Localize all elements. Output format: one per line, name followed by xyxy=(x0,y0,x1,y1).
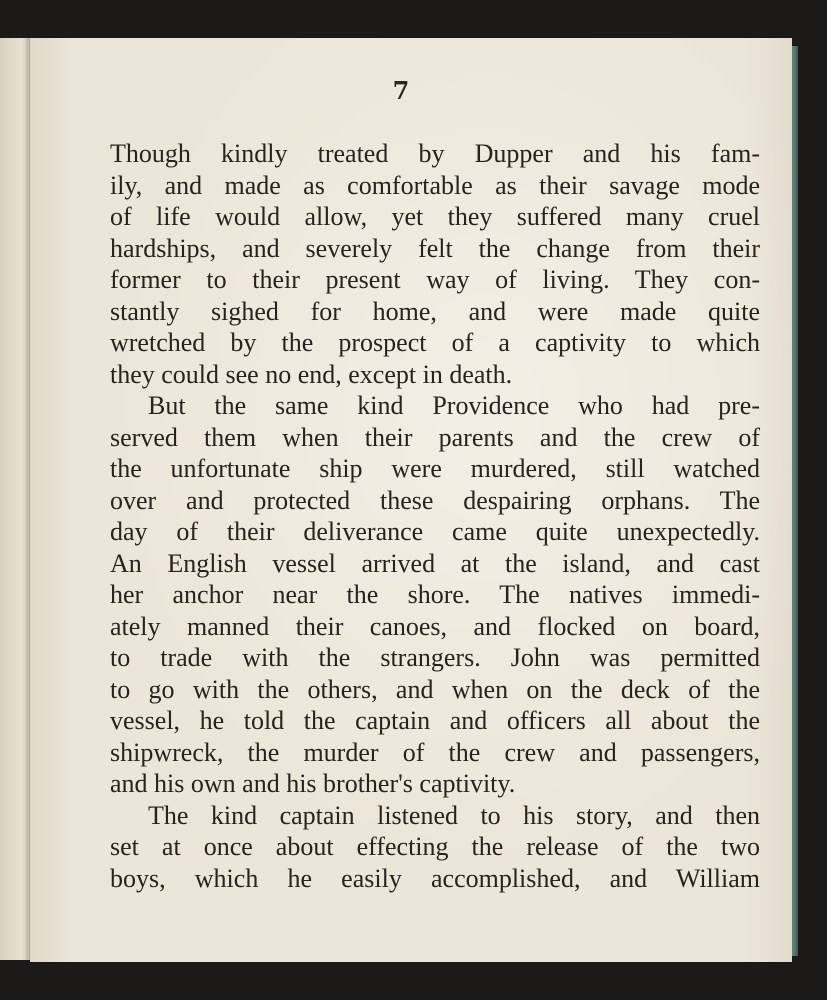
text-line: and his own and his brother's captivity. xyxy=(110,769,516,798)
text-line: The kind captain listened to his story, and then xyxy=(148,800,760,830)
book-page xyxy=(30,38,792,962)
text-line: set at once about effecting the release of the two xyxy=(110,832,760,861)
text-line: they could see no end, except in death. xyxy=(110,359,513,389)
text-line: wretched by the prospect of a captivity to which xyxy=(110,328,760,357)
text-line: stantly sighed for home, and were made quite xyxy=(110,296,760,326)
text-line: the unfortunate ship were murdered, still watched xyxy=(110,454,760,483)
text-line: day of their deliverance came quite unexpectedly. xyxy=(110,517,760,546)
text-line: her anchor near the shore. The natives immedi- xyxy=(110,580,760,609)
text-line: hardships, and severely felt the change from their xyxy=(110,233,760,263)
text-line: to go with the others, and when on the deck of the xyxy=(110,674,760,704)
page-text xyxy=(110,138,760,894)
text-line: ily, and made as comfortable as their savage mode xyxy=(110,170,760,200)
text-line: But the same kind Providence who had pre- xyxy=(148,391,760,420)
text-line: to trade with the strangers. John was permitted xyxy=(110,643,760,672)
page-number: 7 xyxy=(392,76,410,105)
text-line: shipwreck, the murder of the crew and passengers, xyxy=(110,737,760,767)
text-line: of life would allow, yet they suffered many cruel xyxy=(110,202,760,231)
text-line: boys, which he easily accomplished, and William xyxy=(110,863,760,893)
text-line: An English vessel arrived at the island, and cast xyxy=(110,548,760,578)
text-line: Though kindly treated by Dupper and his fam- xyxy=(110,139,760,168)
book-cover-edge xyxy=(792,46,798,956)
text-line: ately manned their canoes, and flocked on board, xyxy=(110,611,760,641)
text-line: vessel, he told the captain and officers all about the xyxy=(110,706,760,735)
text-line: former to their present way of living. They con- xyxy=(110,265,760,294)
text-line: over and protected these despairing orphans. The xyxy=(110,485,760,515)
text-line: served them when their parents and the crew of xyxy=(110,422,760,452)
